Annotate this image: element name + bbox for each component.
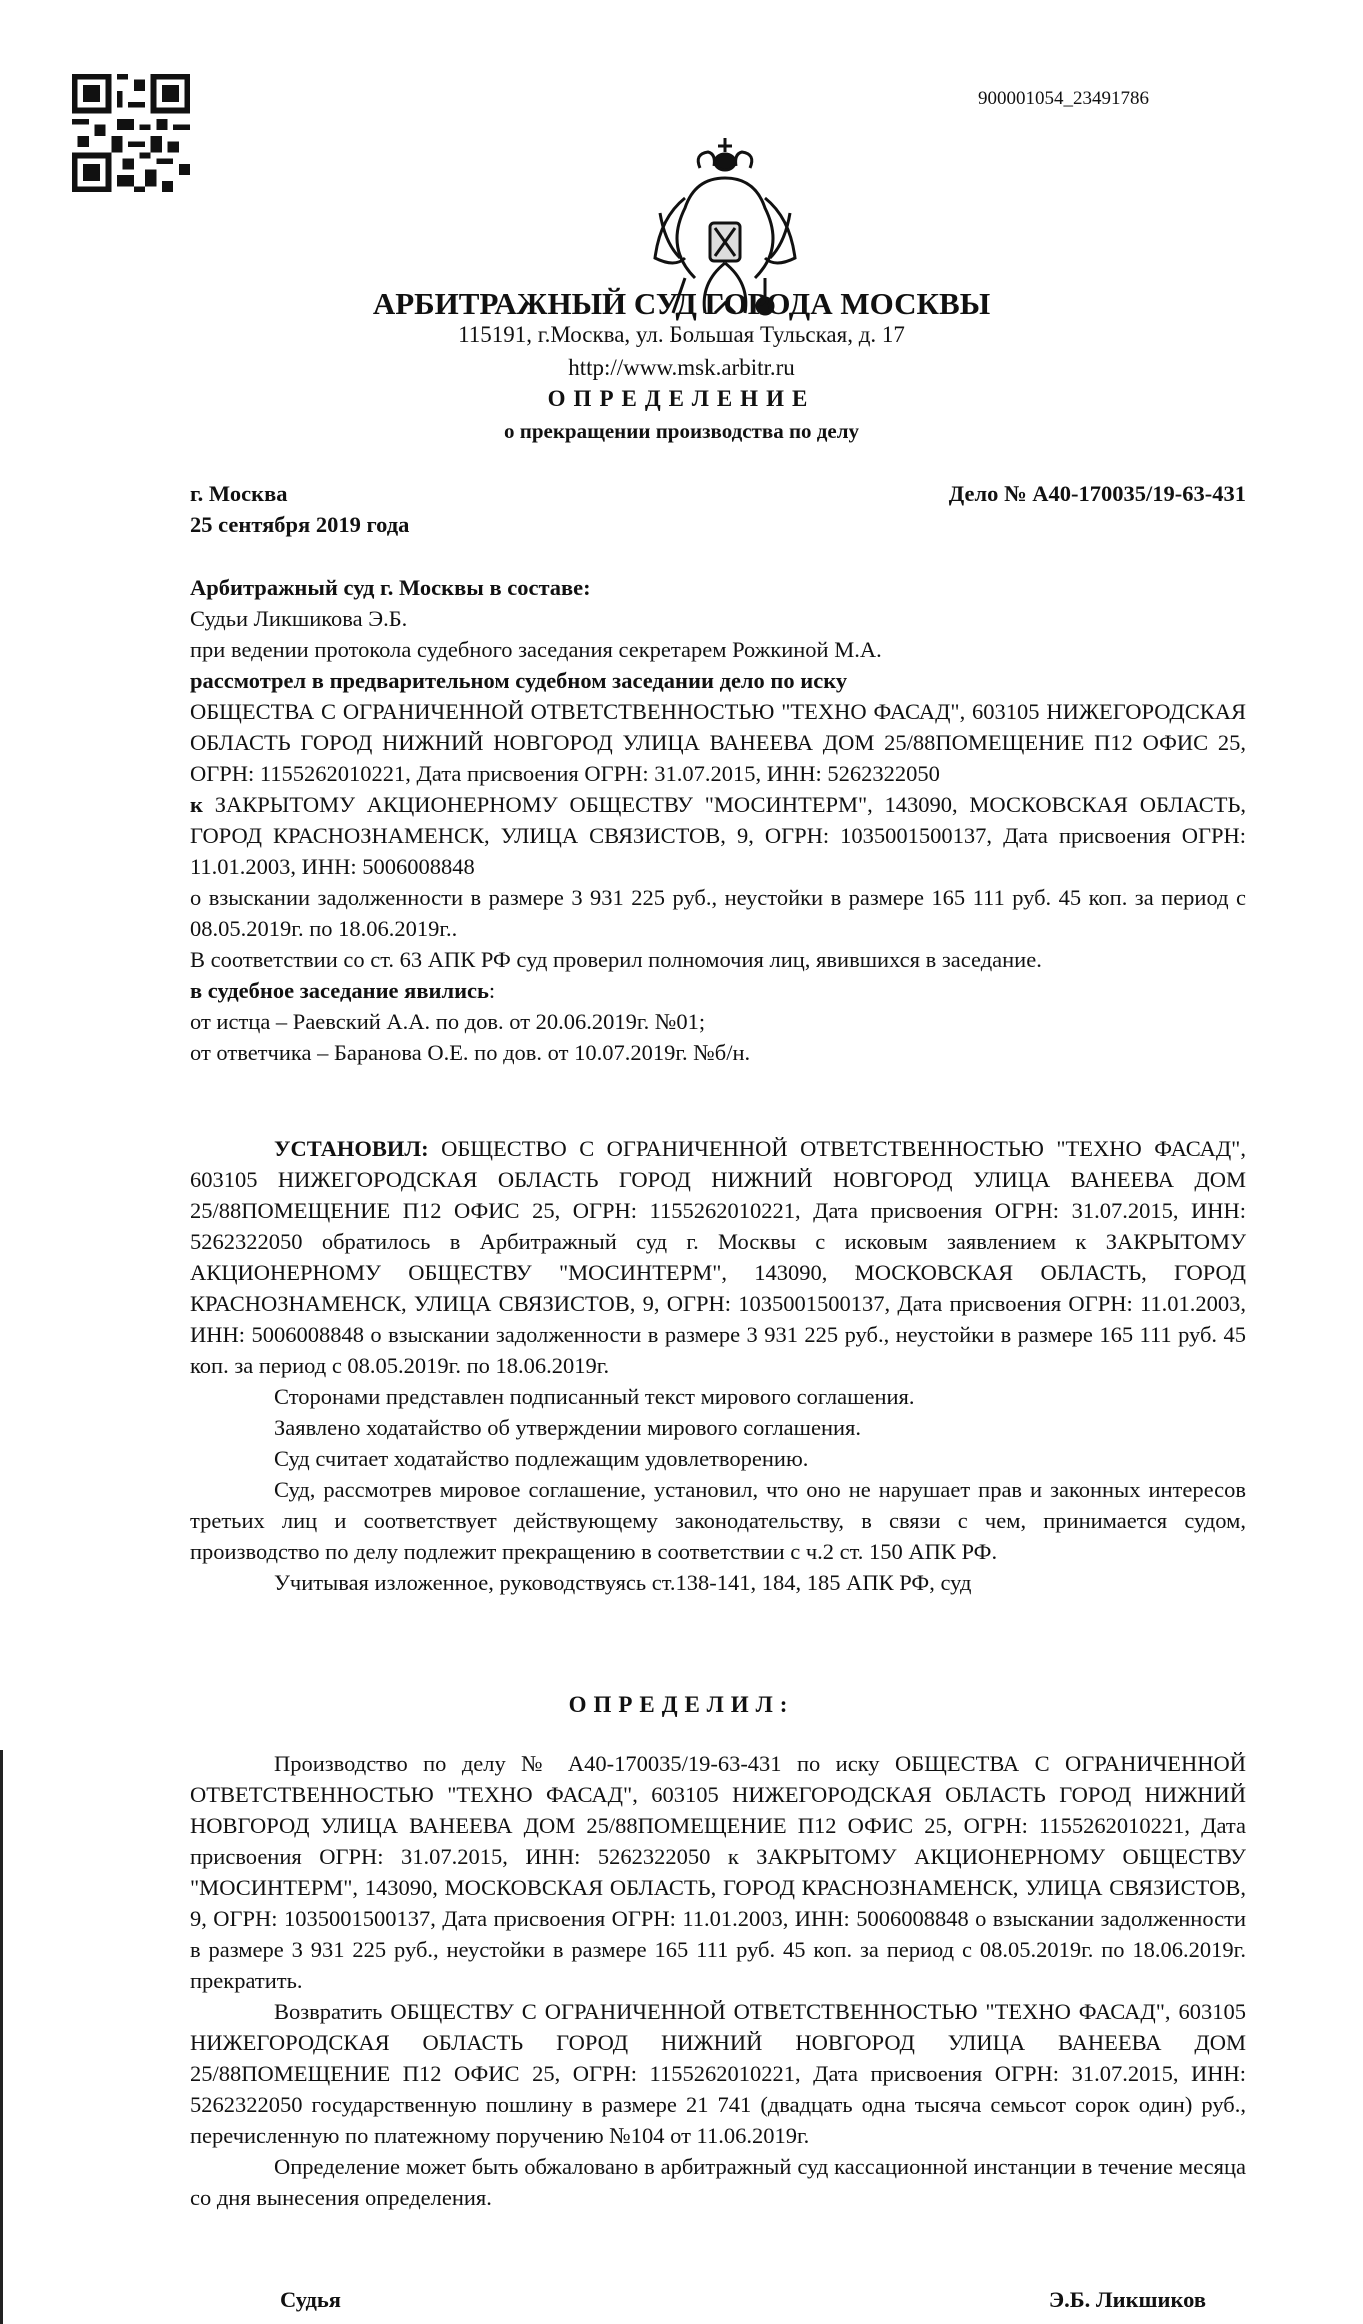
signature-name: Э.Б. Ликшиков — [1048, 2287, 1206, 2312]
paragraph: Суд считает ходатайство подлежащим удовлетворению. — [274, 1446, 809, 1471]
plaintiff-representative: от истца – Раевский А.А. по дов. от 20.06.2019г. №01; — [190, 1009, 706, 1034]
court-name: АРБИТРАЖНЫЙ СУД ГОРОДА МОСКВЫ — [372, 286, 991, 321]
appeared-line — [190, 975, 1246, 1006]
intro-section — [190, 572, 1246, 1068]
court-website[interactable]: http://www.msk.arbitr.ru — [568, 355, 795, 380]
case-number: Дело № А40-170035/19-63-431 — [948, 481, 1246, 506]
defendant-representative: от ответчика – Баранова О.Е. по дов. от 10.07.2019г. №б/н. — [190, 1040, 751, 1065]
decided-section — [190, 1748, 1246, 2213]
meta-block — [190, 478, 1246, 540]
to-label: к — [190, 792, 203, 817]
powers-check: В соответствии со ст. 63 АПК РФ суд проверил полномочия лиц, явившихся в заседание. — [190, 947, 1042, 972]
defendant: ЗАКРЫТОМУ АКЦИОНЕРНОМУ ОБЩЕСТВУ "МОСИНТЕРМ", 143090, МОСКОВСКАЯ ОБЛАСТЬ, ГОРОД КРАСНОЗНАМЕНСК, УЛИЦА СВЯЗИСТОВ, 9, ОГРН: 1035001500137, Дата присвоения ОГРН: 11.01.2003, ИНН: 5006008848 — [190, 792, 1246, 879]
city: г. Москва — [190, 481, 288, 506]
established-paragraph — [190, 1133, 1246, 1381]
document-type: ОПРЕДЕЛЕНИЕ — [547, 386, 816, 411]
composition-heading: Арбитражный суд г. Москвы в составе: — [190, 575, 591, 600]
qr-code — [72, 74, 190, 192]
signature-block — [190, 2284, 1246, 2315]
established-text: ОБЩЕСТВО С ОГРАНИЧЕННОЙ ОТВЕТСТВЕННОСТЬЮ "ТЕХНО ФАСАД", 603105 НИЖЕГОРОДСКАЯ ОБЛАСТЬ ГОРОД НИЖНИЙ НОВГОРОД УЛИЦА ВАНЕЕВА ДОМ 25/88ПОМЕЩЕНИЕ П12 ОФИС 25, ОГРН: 1155262010221, Дата присвоения ОГРН: 31.07.2015, ИНН: 5262322050 обратилось в Арбитражный суд г. Москвы с исковым заявлением к ЗАКРЫТОМУ АКЦИОНЕРНОМУ ОБЩЕСТВУ "МОСИНТЕРМ", 143090, МОСКОВСКАЯ ОБЛАСТЬ, ГОРОД КРАСНОЗНАМЕНСК, УЛИЦА СВЯЗИСТОВ, 9, ОГРН: 1035001500137, Дата присвоения ОГРН: 11.01.2003, ИНН: 5006008848 о взыскании задолженности в размере 3 931 225 руб., неустойки в размере 165 111 руб. 45 коп. за период с 08.05.2019г. по 18.06.2019г. — [190, 1136, 1246, 1378]
judge: Судьи Ликшикова Э.Б. — [190, 606, 408, 631]
claim: о взыскании задолженности в размере 3 931 225 руб., неустойки в размере 165 111 руб. 45 коп. за период с 08.05.2019г. по 18.06.2019г.. — [190, 885, 1246, 941]
paragraph: Учитывая изложенное, руководствуясь ст.138-141, 184, 185 АПК РФ, суд — [274, 1570, 972, 1595]
document-number: 900001054_23491786 — [978, 88, 1149, 109]
decision-date: 25 сентября 2019 года — [190, 512, 410, 537]
appeared-heading: в судебное заседание явились — [190, 978, 489, 1003]
established-section — [190, 1133, 1246, 1598]
court-address: 115191, г.Москва, ул. Большая Тульская, д. 17 — [458, 322, 905, 347]
document-subtitle: о прекращении производства по делу — [503, 419, 860, 443]
colon: : — [488, 978, 496, 1003]
decided-heading: ОПРЕДЕЛИЛ: — [568, 1692, 795, 1717]
defendant-line — [190, 789, 1246, 882]
paragraph: Производство по делу № А40-170035/19-63-431 по иску ОБЩЕСТВА С ОГРАНИЧЕННОЙ ОТВЕТСТВЕННОСТЬЮ "ТЕХНО ФАСАД", 603105 НИЖЕГОРОДСКАЯ ОБЛАСТЬ ГОРОД НИЖНИЙ НОВГОРОД УЛИЦА ВАНЕЕВА ДОМ 25/88ПОМЕЩЕНИЕ П12 ОФИС 25, ОГРН: 1155262010221, Дата присвоения ОГРН: 31.07.2015, ИНН: 5262322050 к ЗАКРЫТОМУ АКЦИОНЕРНОМУ ОБЩЕСТВУ "МОСИНТЕРМ", 143090, МОСКОВСКАЯ ОБЛАСТЬ, ГОРОД КРАСНОЗНАМЕНСК, УЛИЦА СВЯЗИСТОВ, 9, ОГРН: 1035001500137, Дата присвоения ОГРН: 11.01.2003, ИНН: 5006008848 о взыскании задолженности в размере 3 931 225 руб., неустойки в размере 165 111 руб. 45 коп. за период с 08.05.2019г. по 18.06.2019г. прекратить. — [190, 1751, 1246, 1993]
paragraph: Возвратить ОБЩЕСТВУ С ОГРАНИЧЕННОЙ ОТВЕТСТВЕННОСТЬЮ "ТЕХНО ФАСАД", 603105 НИЖЕГОРОДСКАЯ ОБЛАСТЬ ГОРОД НИЖНИЙ НОВГОРОД УЛИЦА ВАНЕЕВА ДОМ 25/88ПОМЕЩЕНИЕ П12 ОФИС 25, ОГРН: 1155262010221, Дата присвоения ОГРН: 31.07.2015, ИНН: 5262322050 государственную пошлину в размере 21 741 (двадцать одна тысяча семьсот сорок один) руб., перечисленную по платежному поручению №104 от 11.06.2019г. — [190, 1999, 1246, 2148]
established-heading: УСТАНОВИЛ: — [274, 1136, 429, 1161]
signature-role: Судья — [280, 2287, 341, 2312]
considered-line: рассмотрел в предварительном судебном заседании дело по иску — [190, 668, 848, 693]
paragraph: Суд, рассмотрев мировое соглашение, установил, что оно не нарушает прав и законных интересов третьих лиц и соответствует действующему законодательству, в связи с чем, принимается судом, производство по делу подлежит прекращению в соответствии с ч.2 ст. 150 АПК РФ. — [190, 1477, 1246, 1564]
scan-edge-divider — [0, 1750, 3, 2324]
paragraph: Определение может быть обжаловано в арбитражный суд кассационной инстанции в течение месяца со дня вынесения определения. — [190, 2154, 1246, 2210]
plaintiff: ОБЩЕСТВА С ОГРАНИЧЕННОЙ ОТВЕТСТВЕННОСТЬЮ "ТЕХНО ФАСАД", 603105 НИЖЕГОРОДСКАЯ ОБЛАСТЬ ГОРОД НИЖНИЙ НОВГОРОД УЛИЦА ВАНЕЕВА ДОМ 25/88ПОМЕЩЕНИЕ П12 ОФИС 25, ОГРН: 1155262010221, Дата присвоения ОГРН: 31.07.2015, ИНН: 5262322050 — [190, 699, 1246, 786]
secretary: при ведении протокола судебного заседания секретарем Рожкиной М.А. — [190, 637, 882, 662]
paragraph: Сторонами представлен подписанный текст мирового соглашения. — [274, 1384, 915, 1409]
paragraph: Заявлено ходатайство об утверждении мирового соглашения. — [274, 1415, 862, 1440]
